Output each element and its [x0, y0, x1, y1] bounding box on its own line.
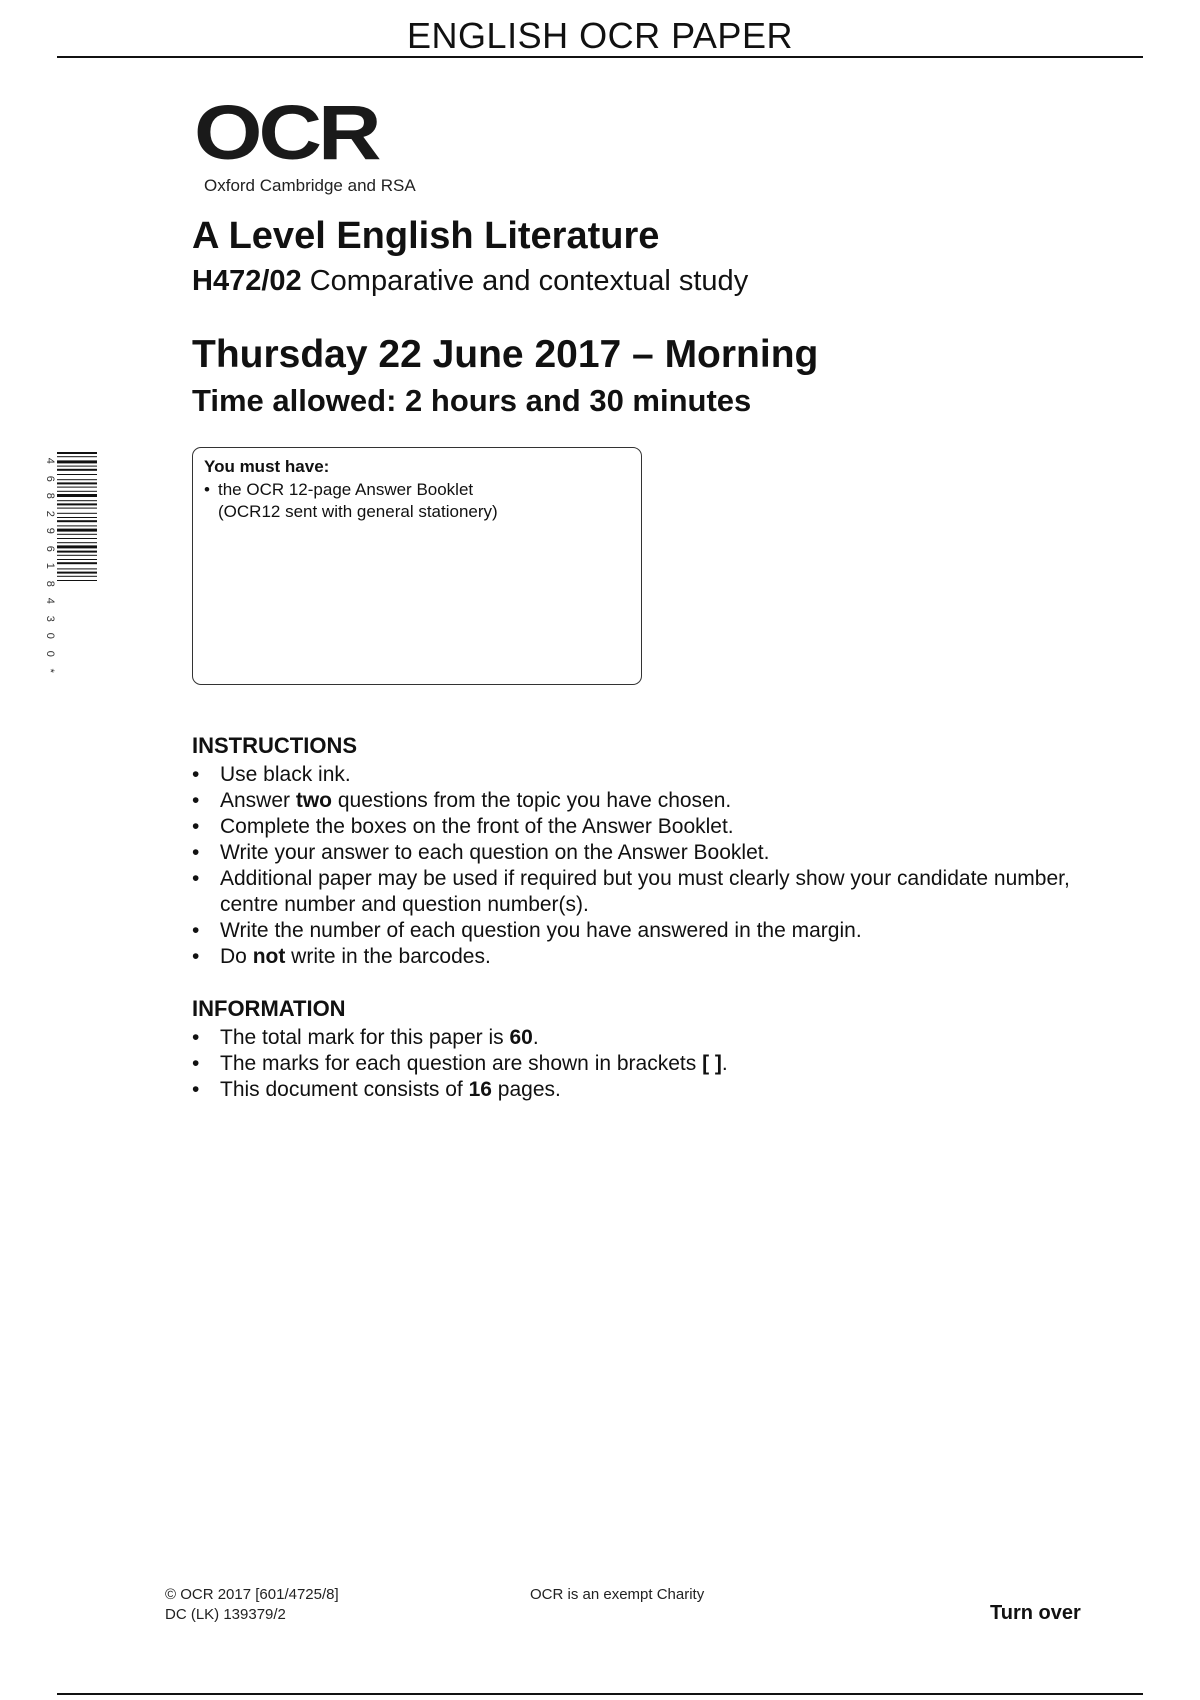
footer-left	[165, 1585, 339, 1625]
header-title: ENGLISH OCR PAPER	[407, 15, 793, 56]
barcode-digit: 2	[43, 510, 56, 517]
bullet-icon: •	[192, 789, 200, 812]
must-have-box	[192, 447, 642, 685]
exam-component: Comparative and contextual study	[309, 265, 749, 297]
instructions-list	[192, 762, 1072, 970]
ocr-logo	[194, 88, 416, 195]
footer-copyright: © OCR 2017 [601/4725/8]	[165, 1586, 339, 1603]
barcode-digit: 3	[43, 615, 56, 622]
list-item-pre: The marks for each question are shown in brackets	[220, 1052, 703, 1075]
footer-ref: DC (LK) 139379/2	[165, 1606, 286, 1623]
must-have-item: • the OCR 12-page Answer Booklet (OCR12 sent with general stationery)	[204, 479, 630, 523]
bullet-icon: •	[192, 919, 200, 942]
bullet-icon: •	[192, 1026, 200, 1049]
must-have-heading: You must have:	[204, 457, 330, 476]
bullet-icon: •	[192, 815, 200, 838]
barcode-digit: 4	[43, 597, 56, 605]
must-have-item-line1: the OCR 12-page Answer Booklet	[218, 480, 474, 499]
barcode-digit: *	[43, 669, 56, 674]
barcode-digit: 0	[43, 650, 56, 657]
barcode-digit: 1	[43, 562, 56, 570]
list-item-post: pages.	[491, 1078, 561, 1101]
list-item	[192, 840, 1072, 866]
logo-subtitle: Oxford Cambridge and RSA	[204, 176, 416, 195]
barcode-digit: 6	[43, 545, 56, 552]
list-item-text: Use black ink.	[220, 763, 351, 786]
information-list	[192, 1025, 1072, 1103]
bullet-icon: •	[192, 1052, 200, 1075]
barcode	[57, 452, 97, 680]
list-item-post: questions from the topic you have chosen.	[332, 789, 732, 812]
footer-charity: OCR is an exempt Charity	[530, 1586, 705, 1603]
barcode-digit: 6	[43, 475, 56, 482]
barcode-digit: 8	[43, 580, 56, 587]
time-allowed: Time allowed: 2 hours and 30 minutes	[192, 383, 752, 418]
barcode-digit: 0	[43, 633, 56, 640]
logo-mark: OCR	[194, 88, 378, 176]
barcode-digit: 8	[43, 492, 56, 499]
list-item	[192, 788, 1072, 814]
list-item-text: Additional paper may be used if required but you must clearly show your candidate number, centre number and question number(s).	[220, 867, 1070, 916]
list-item-post: .	[721, 1052, 728, 1075]
turn-over: Turn over	[990, 1602, 1081, 1624]
list-item-pre: Do	[220, 945, 253, 968]
exam-date: Thursday 22 June 2017 – Morning	[192, 333, 819, 376]
bullet-icon: •	[192, 763, 200, 786]
exam-code-line	[192, 265, 748, 298]
information-heading: INFORMATION	[192, 996, 346, 1021]
list-item-post: write in the barcodes.	[285, 945, 491, 968]
list-item-text: Complete the boxes on the front of the Answer Booklet.	[220, 815, 734, 838]
list-item-text: Write the number of each question you have answered in the margin.	[220, 919, 862, 942]
instructions-section	[192, 733, 1072, 970]
bullet-icon: •	[192, 841, 200, 864]
bullet-icon: •	[192, 945, 200, 968]
must-have-item-line2: (OCR12 sent with general stationery)	[218, 502, 498, 521]
list-item-post: .	[532, 1026, 539, 1049]
list-item-bold: 60	[509, 1026, 533, 1049]
list-item-bold: 16	[468, 1078, 492, 1101]
barcode-digit: 4	[43, 457, 56, 464]
list-item-pre: Answer	[220, 789, 296, 812]
list-item	[192, 1051, 1072, 1077]
exam-code: H472/02	[192, 265, 302, 297]
list-item-bold: not	[252, 945, 286, 968]
list-item-text: Write your answer to each question on the Answer Booklet.	[220, 841, 770, 864]
information-section	[192, 996, 1072, 1103]
list-item	[192, 1025, 1072, 1051]
list-item	[192, 762, 1072, 788]
barcode-digits	[42, 452, 54, 680]
exam-title: A Level English Literature	[192, 215, 660, 257]
bullet-icon: •	[192, 867, 200, 890]
list-item-bold: two	[295, 789, 333, 812]
list-item-bold: [ ]	[702, 1052, 722, 1075]
barcode-digit: 9	[43, 527, 56, 534]
top-rule	[57, 56, 1143, 58]
list-item-pre: This document consists of	[220, 1078, 469, 1101]
list-item	[192, 866, 1072, 918]
list-item	[192, 814, 1072, 840]
list-item	[192, 918, 1072, 944]
instructions-heading: INSTRUCTIONS	[192, 733, 357, 758]
bullet-icon: •	[192, 1078, 200, 1101]
list-item-pre: The total mark for this paper is	[220, 1026, 510, 1049]
bottom-rule	[57, 1693, 1143, 1695]
list-item	[192, 1077, 1072, 1103]
list-item	[192, 944, 1072, 970]
